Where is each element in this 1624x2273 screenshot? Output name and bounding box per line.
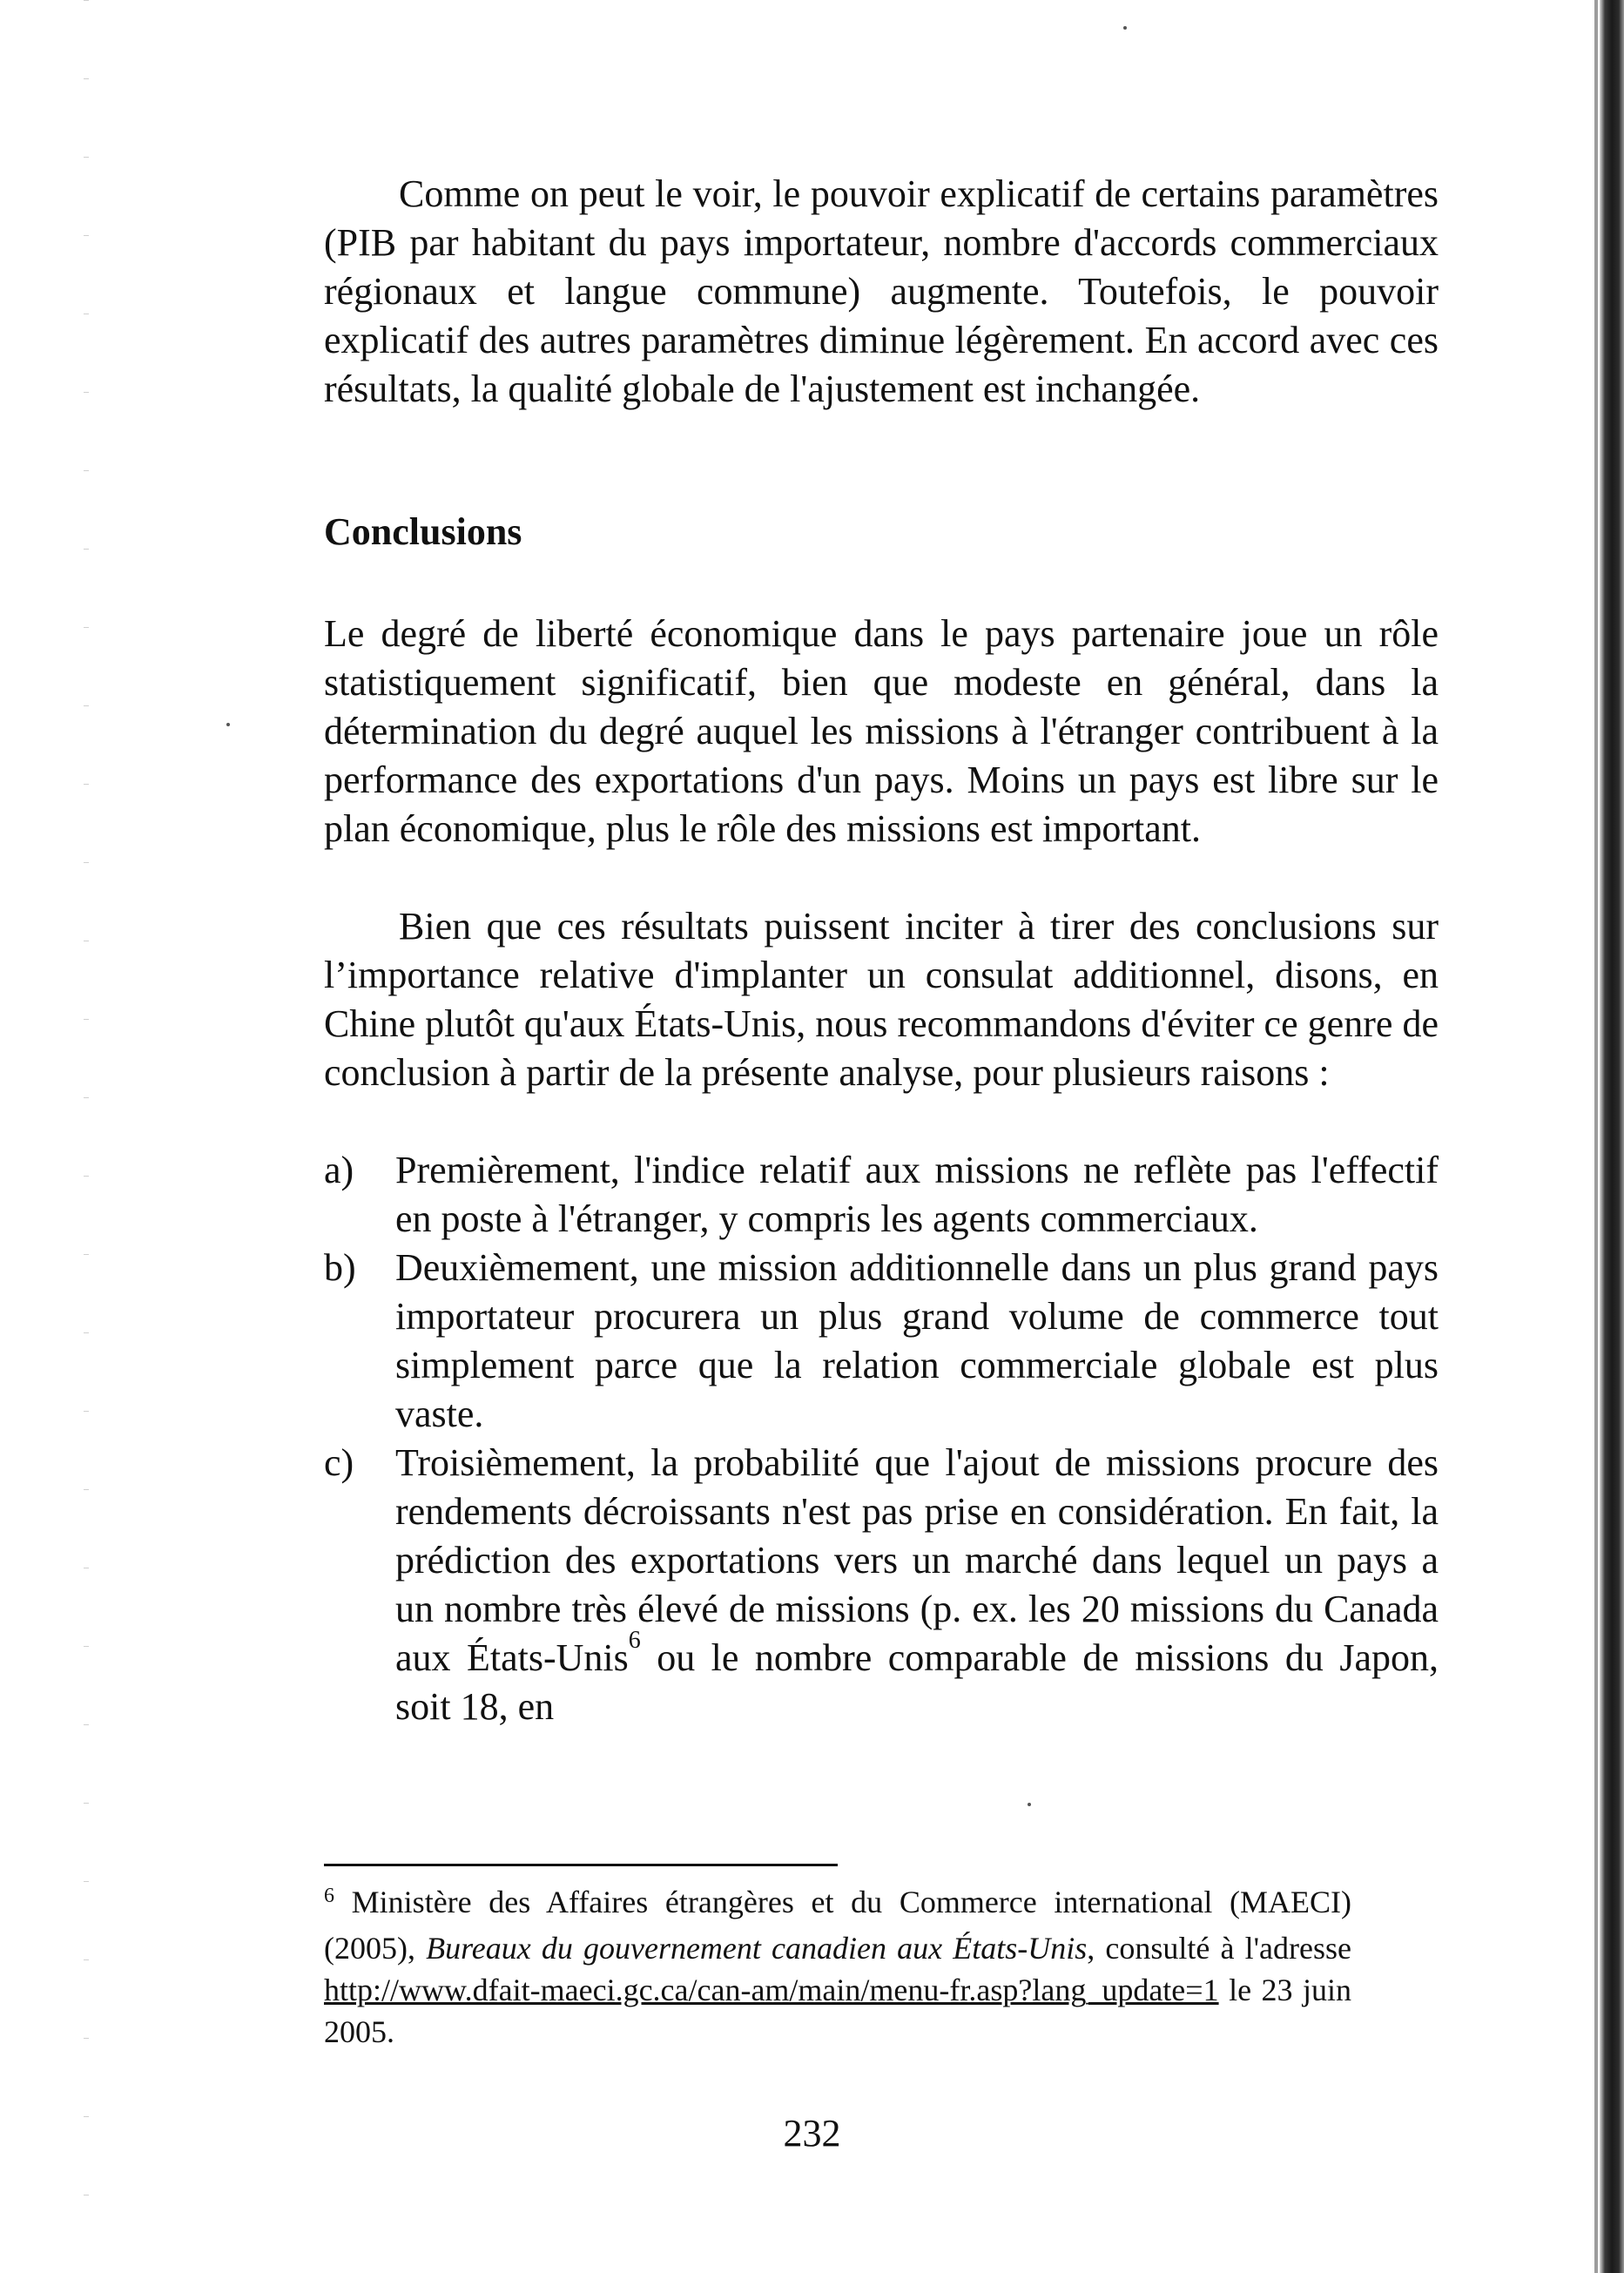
list-item-text-continued: ou le nombre comparable de missions du Japon, soit 18, en xyxy=(395,1636,1439,1728)
footnote-text-continued: , consulté à l'adresse xyxy=(1087,1931,1351,1966)
list-marker: c) xyxy=(324,1441,354,1484)
caveat-paragraph xyxy=(324,902,1439,1097)
conclusion-paragraph xyxy=(324,610,1439,853)
list-item xyxy=(324,1439,1439,1731)
intro-paragraph xyxy=(324,170,1439,414)
footnote-reference[interactable]: 6 xyxy=(628,1627,641,1654)
list-item-text: Premièrement, l'indice relatif aux missions ne reflète pas l'effectif en poste à l'étranger, y compris les agents commerciaux. xyxy=(395,1149,1439,1240)
scan-border xyxy=(1600,0,1624,2273)
reasons-list xyxy=(324,1146,1439,1731)
scan-speck xyxy=(1028,1803,1031,1806)
footnote xyxy=(324,1881,1351,2053)
footnote-text: Ministère des Affaires étrangères et du Commerce international (MAECI) (2005), xyxy=(324,1885,1351,1966)
list-marker: a) xyxy=(324,1149,354,1191)
list-item-text: Deuxièmement, une mission additionnelle dans un plus grand pays importateur procurera un plus grand volume de commerce tout simplement parce que la relation commerciale globale est plus vaste. xyxy=(395,1246,1439,1435)
intro-paragraph-text: Comme on peut le voir, le pouvoir explicatif de certains paramètres (PIB par habitant du pays importateur, nombre d'accords commerciaux régionaux et langue commune) augmente. Toutefois, le pouvoir explicatif des autres paramètres diminue légèrement. En accord avec ces résultats, la qualité globale de l'ajustement est inchangée. xyxy=(324,172,1439,410)
footnote-date: le 23 juin 2005. xyxy=(324,1973,1351,2049)
list-item xyxy=(324,1244,1439,1439)
caveat-paragraph-text: Bien que ces résultats puissent inciter à tirer des conclusions sur l’importance relative d'implanter un consulat additionnel, disons, en Chine plutôt qu'aux États-Unis, nous recommandons d'éviter ce genre de conclusion à partir de la présente analyse, pour plusieurs raisons : xyxy=(324,905,1439,1094)
scan-speck xyxy=(226,723,230,726)
list-marker: b) xyxy=(324,1246,356,1289)
footnote-number: 6 xyxy=(324,1885,334,1907)
footnote-source-title: Bureaux du gouvernement canadien aux États-Unis xyxy=(426,1931,1088,1966)
scan-speck xyxy=(1123,26,1127,30)
footnote-link[interactable]: http://www.dfait-maeci.gc.ca/can-am/main/menu-fr.asp?lang_update=1 xyxy=(324,1973,1219,2007)
footnote-divider xyxy=(324,1864,838,1866)
section-heading: Conclusions xyxy=(324,510,522,553)
list-item xyxy=(324,1146,1439,1244)
scan-margin-dots xyxy=(84,0,89,2273)
page-number: 232 xyxy=(783,2112,841,2155)
conclusion-paragraph-text: Le degré de liberté économique dans le pays partenaire joue un rôle statistiquement significatif, bien que modeste en général, dans la détermination du degré auquel les missions à l'étranger contribuent à la performance des exportations d'un pays. Moins un pays est libre sur le plan économique, plus le rôle des missions est important. xyxy=(324,612,1439,850)
scan-border-line xyxy=(1594,0,1598,2273)
list-item-text: Troisièmement, la probabilité que l'ajout de missions procure des rendements décroissants n'est pas prise en considération. En fait, la prédiction des exportations vers un marché dans lequel un pays a un nombre très élevé de missions (p. ex. les 20 missions du Canada aux États-Unis xyxy=(395,1441,1439,1679)
